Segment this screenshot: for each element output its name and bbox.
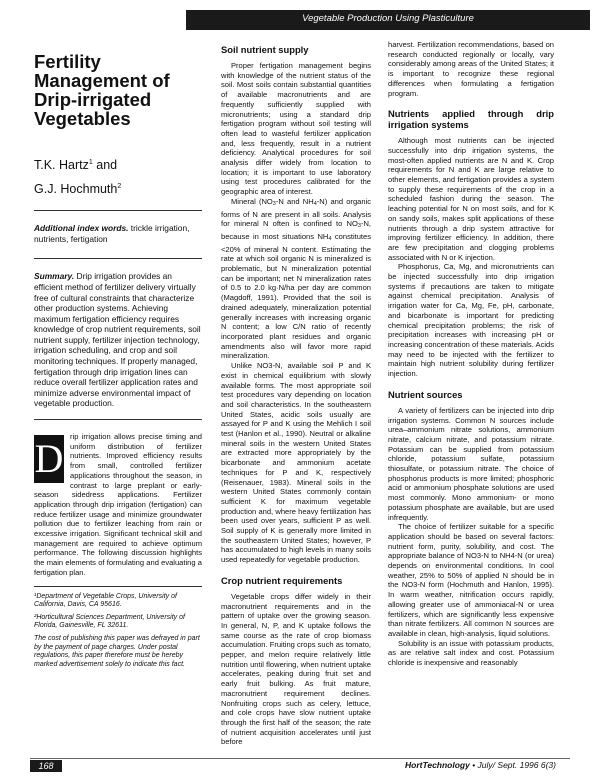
page-footer — [0, 758, 600, 772]
keywords: Additional index words. trickle irrigation, nutrients, fertigation — [34, 223, 190, 244]
column-middle — [221, 40, 371, 747]
paragraph: The choice of fertilizer suitable for a specific application should be based on several factors: nutrient form, purity, solubility, and cost. The appropriate balance of NO3-N to NH4-N (or urea) depends on environmental conditions. In cool weather, 25% to 50% of applied N should be in the NO3-N form (Hochmuth and Hanlon, 1995). In warm weather, nitrification occurs rapidly, allowing greater use of ammoniacal-N or urea fertilizers, which are significantly less expensive than nitrate fertilizers. All common N sources are available in clean, high-analysis, liquid solutions. — [388, 522, 554, 638]
paragraph: Phosphorus, Ca, Mg, and micronutrients can be injected successfully into drip irrigation systems if precautions are taken to mitigate against chemical precipitation. Analysis of irrigation water for Ca, Mg, Fe, pH, carbonate, and bicarbonate is important for predicting chemical precipitation problems; the risk of precipitation increases with increasing pH or increasing concentration of these materials. Acids may need to be injected with the fertilizer to maintain high nutrient solubility during fertilizer injection. — [388, 262, 554, 379]
section-heading-soil: Soil nutrient supply — [221, 44, 309, 55]
footnote-1: ¹Department of Vegetable Crops, University of California, Davis, CA 95616. — [34, 592, 177, 609]
section-heading-applied: Nutrients applied through drip irrigation systems — [388, 108, 554, 131]
divider — [34, 419, 202, 420]
divider — [34, 210, 202, 211]
article-title: Fertility Management of Drip-irrigated Vegetables — [34, 51, 170, 129]
page-number: 168 — [30, 760, 62, 772]
paragraph: Unlike NO3-N, available soil P and K exist in chemical equilibrium with slowly available forms. The most appropriate soil test procedures vary depending on location and soil characteristics. In the southeastern United States, acidic soils usually are assayed for P and K using the Mehlich I soil test (Hanlon et al., 1990). Neutral or alkaline mineral soils in the western United States are extracted more appropriately by the bicarbonate and ammonium acetate techniques for P and K, respectively (Reisenauer, 1983). Mineral soils in the western United States commonly contain sufficient K for maximum vegetable production and, where heavy fertilization has been used over years, sufficient P as well. Soil supply of K is generally more limited in the southeastern United States; however, P has accumulated to high levels in many soils used repeatedly for vegetable production. — [221, 361, 371, 565]
summary: Summary. Drip irrigation provides an efficient method of fertilizer delivery virtually free of cultural constraints that characterize other production systems. Achieving maximum fertigation efficiency requires knowledge of crop nutrient requirements, soil nutrient supply, fertilizer injection technology, irrigation scheduling, and crop and soil monitoring techniques. If properly managed, fertigation through drip irrigation lines can reduce overall fertilizer application rates and minimize adverse environmental impact of vegetable production. — [34, 271, 201, 409]
paragraph: Vegetable crops differ widely in their macronutrient requirements and in the pattern of uptake over the growing season. In general, N, P, and K uptake follows the same course as the rate of crop biomass accumulation. Fruiting crops such as tomato, pepper, and melon require relatively little nutrition until flowering, when nutrient uptake accelerates, peaking during fruit set and early fruit bulking. As fruit mature, macronutrient requirement declines. Nonfruiting crops such as celery, lettuce, and cole crops have slow nutrient uptake through the first half of the season; the rate of nutrient acquisition accelerates until just before — [221, 591, 371, 747]
author-list — [34, 152, 202, 200]
paragraph: Solubility is an issue with potassium products, as are relative salt index and cost. Potassium chloride is inexpensive and reasonably — [388, 638, 554, 668]
section-heading-crop: Crop nutrient requirements — [221, 574, 343, 586]
column-left — [34, 40, 202, 673]
drop-cap: D — [34, 436, 64, 482]
paragraph: Mineral (NO3-N and NH4-N) and organic forms of N are present in all soils. Analysis for mineral N often is confined to NO3-N, because in most situations NH4 constitutes <20% of mineral N content. Estimating the rate at which soil organic N is mineralized is problematic, but N mineralization potential can be important; net N mineralization rates of 0.5 to 2.0 kg·N/ha per day are common (Magdoff, 1991). Provided that the soil is drained adequately, mineralization potential generally increases with increasing organic N content; a low C/N ratio of recently incorporated plant residues and organic amendments also will favor more rapid mineralization. — [221, 196, 371, 361]
footnote-3: The cost of publishing this paper was defrayed in part by the payment of page charges. Under postal regulations, this paper therefore must be hereby marked advertisement solely to indicate this fact. — [34, 634, 200, 668]
author-2: G.J. Hochmuth$^2$ — [34, 182, 122, 197]
section-heading-sources: Nutrient sources — [388, 388, 463, 400]
divider — [34, 258, 202, 259]
column-right — [388, 40, 554, 668]
running-title: Vegetable Production Using Plasticulture — [302, 13, 474, 24]
footer-rule — [30, 758, 570, 759]
journal-citation: HortTechnology • July/ Sept. 1996 6(3) — [405, 760, 556, 770]
paragraph: A variety of fertilizers can be injected into drip irrigation systems. Common N sources include urea–ammonium nitrate solutions, ammonium nitrate, calcium nitrate, and potassium nitrate. Potassium can be supplied from potassium chloride, potassium sulfate, potassium thiosulfate, or potassium nitrate. The choice of phosphorus products is more limited; phosphoric acid or ammonium phosphate solutions are used most commonly. Mono ammonium- or mono potassium phosphate are available, but are used infrequently. — [388, 405, 554, 522]
running-header — [186, 10, 590, 30]
paragraph: Proper fertigation management begins with knowledge of the nutrient status of the soil. Most soils contain substantial quantities of available macronutrients and are frequently sufficiently supplied with micronutrients; using a standard drip fertigation program without soil testing will often lead to wasteful fertilizer application and, less frequently, result in a nutrient deficiency. Analytical procedures for soil analysis differ widely from location to location; it is important to use laboratory using test procedures calibrated for the geographic area of interest. — [221, 61, 371, 197]
footnotes — [34, 586, 202, 670]
paragraph: harvest. Fertilization recommendations, based on research conducted regionally or locally, vary considerably among areas of the United States; it is important to recognize these regional differences when formulating a fertigation program. — [388, 40, 554, 98]
footnote-2: ²Horticultural Sciences Department, University of Florida, Gainesville, FL 32611. — [34, 613, 185, 630]
paragraph: Although most nutrients can be injected successfully into drip irrigation systems, the most-often applied nutrients are N and K. Crop requirements for N and K are large relative to other elements, and fertigation provides a system to supply these requirements of the crop in a scheduled fashion during the season. The leaching potential for N on most soils, and for K on sandy soils, makes split applications of these nutrients through a drip system attractive for improving fertilizer efficiency. In addition, there are few precipitation and clogging problems associated with N or K injection. — [388, 136, 554, 262]
intro-paragraph: D rip irrigation allows precise timing and uniform distribution of fertilizer nutrients. Improved efficiency results from small, controlled fertilizer applications throughout the season, in contrast to large preplant or early-season sidedress applications. Fertilizer application through drip irrigation (fertigation) can reduce fertilizer usage and minimize groundwater pollution due to fertilizer leaching from rain or excessive irrigation. Significant technical skill and management are required to achieve optimum performance. The following discussion highlights the main elements of formulating and evaluating a fertigation plan. — [34, 432, 202, 577]
author-1: T.K. Hartz$^1$ and — [34, 158, 118, 173]
